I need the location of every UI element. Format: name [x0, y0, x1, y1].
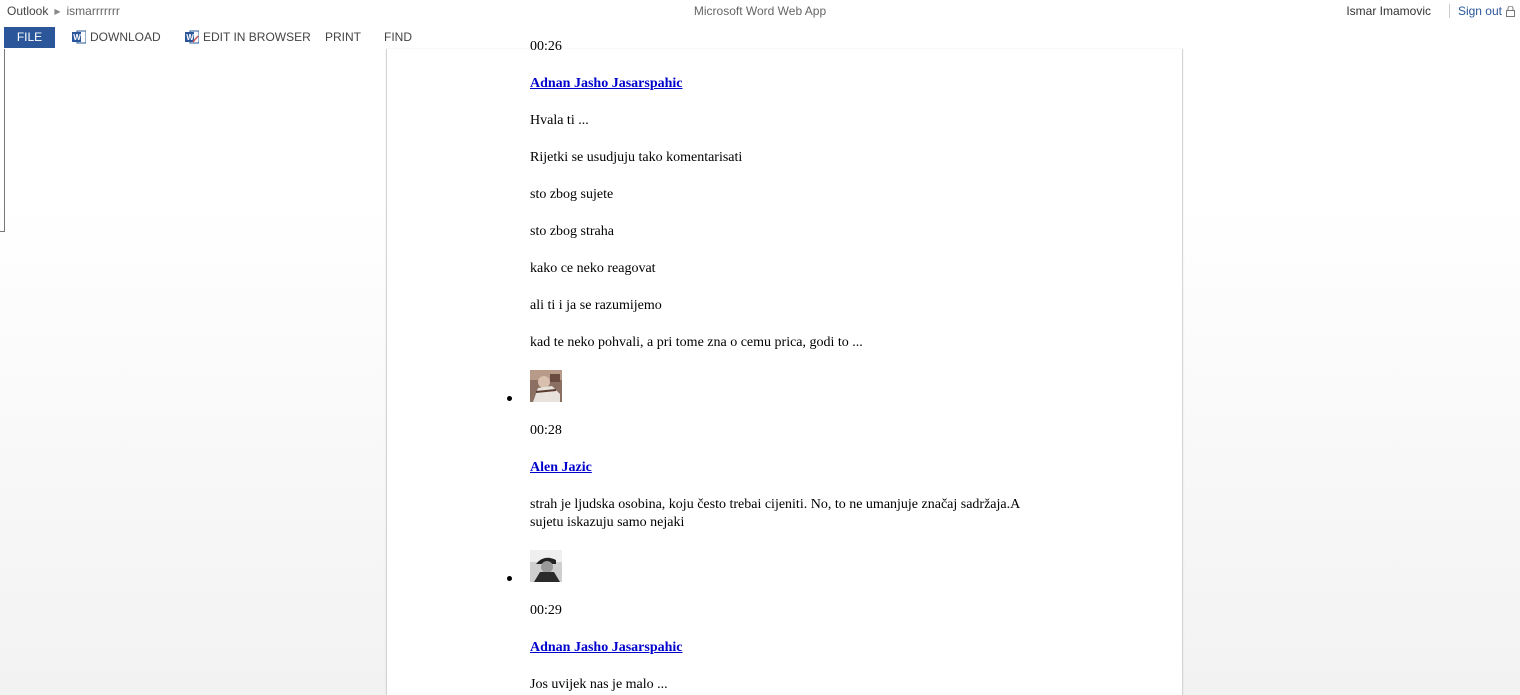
- list-bullet: [507, 576, 512, 581]
- edit-in-browser-label: EDIT IN BROWSER: [203, 30, 311, 44]
- app-title: Microsoft Word Web App: [693, 4, 827, 18]
- print-button[interactable]: PRINT: [325, 30, 361, 44]
- lock-icon[interactable]: [1506, 6, 1515, 17]
- chevron-right-icon: ▶: [54, 7, 61, 16]
- svg-text:W: W: [73, 33, 81, 42]
- find-button[interactable]: FIND: [384, 30, 412, 44]
- svg-text:W: W: [186, 33, 194, 42]
- comment-text: Jos uvijek nas je malo ...: [530, 677, 668, 692]
- comment-line: ali ti i ja se razumijemo: [530, 298, 662, 313]
- comment-author-link[interactable]: Adnan Jasho Jasarspahic: [530, 76, 683, 91]
- sign-out-link[interactable]: Sign out: [1457, 4, 1502, 18]
- outlook-link[interactable]: Outlook: [7, 4, 49, 18]
- comment-line: sto zbog straha: [530, 224, 614, 239]
- download-label: DOWNLOAD: [90, 30, 161, 44]
- avatar[interactable]: [530, 370, 562, 402]
- comment-line: Hvala ti ...: [530, 113, 589, 128]
- word-icon: [72, 30, 86, 44]
- comment-line: Rijetki se usudjuju tako komentarisati: [530, 150, 743, 165]
- edit-in-browser-button[interactable]: [185, 30, 311, 44]
- avatar[interactable]: [530, 550, 562, 582]
- document-page[interactable]: [386, 39, 1183, 695]
- word-edit-icon: [185, 30, 199, 44]
- left-pane-frame: [0, 49, 5, 232]
- comment-author-link[interactable]: Alen Jazic: [530, 460, 592, 475]
- comment-time: 00:29: [530, 603, 562, 618]
- comment-line: kako ce neko reagovat: [530, 261, 656, 276]
- title-bar: [0, 0, 1520, 24]
- document-name: ismarrrrrrr: [66, 4, 120, 18]
- separator: [1449, 4, 1450, 18]
- list-bullet: [507, 396, 512, 401]
- comment-author-link[interactable]: Adnan Jasho Jasarspahic: [530, 640, 683, 655]
- comment-time: 00:26: [530, 39, 562, 54]
- file-tab[interactable]: FILE: [4, 27, 55, 48]
- ribbon: [0, 26, 1520, 49]
- comment-text: strah je ljudska osobina, koju često trebai cijeniti. No, to ne umanjuje značaj sadržaja.A sujetu iskazuju samo nejaki: [530, 497, 1020, 530]
- comment-time: 00:28: [530, 423, 562, 438]
- comment-line: sto zbog sujete: [530, 187, 614, 202]
- comment-line: kad te neko pohvali, a pri tome zna o cemu prica, godi to ...: [530, 335, 863, 350]
- user-name[interactable]: Ismar Imamovic: [1346, 4, 1431, 18]
- download-button[interactable]: [72, 30, 161, 44]
